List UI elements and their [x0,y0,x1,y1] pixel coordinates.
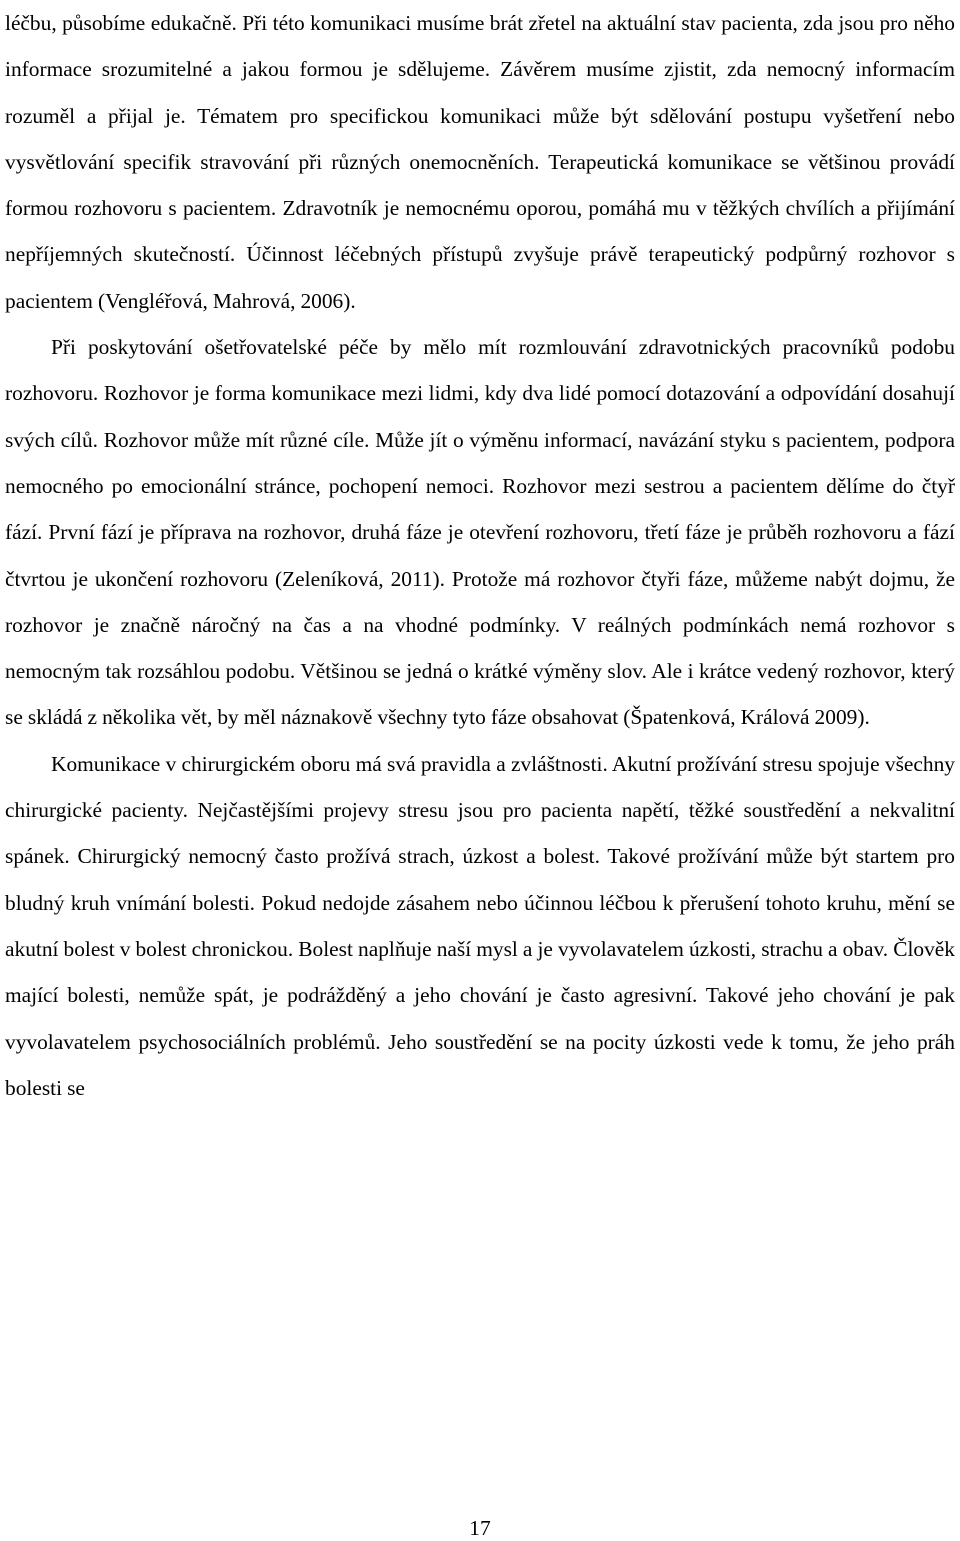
paragraph-rozhovor: Při poskytování ošetřovatelské péče by mělo mít rozmlouvání zdravotnických pracovníků podobu rozhovoru. Rozhovor je forma komunikace mezi lidmi, kdy dva lidé pomocí dotazování a odpovídání dosahují svých cílů. Rozhovor může mít různé cíle. Může jít o výměnu informací, navázání styku s pacientem, podpora nemocného po emocionální stránce, pochopení nemoci. Rozhovor mezi sestrou a pacientem dělíme do čtyř fází. První fází je příprava na rozhovor, druhá fáze je otevření rozhovoru, třetí fáze je průběh rozhovoru a fází čtvrtou je ukončení rozhovoru (Zeleníková, 2011). Protože má rozhovor čtyři fáze, můžeme nabýt dojmu, že rozhovor je značně náročný na čas a na vhodné podmínky. V reálných podmínkách nemá rozhovor s nemocným tak rozsáhlou podobu. Většinou se jedná o krátké výměny slov. Ale i krátce vedený rozhovor, který se skládá z několika vět, by měl náznakově všechny tyto fáze obsahovat (Špatenková, Králová 2009). [5,335,955,730]
page-number: 17 [469,1516,491,1540]
body-text [5,0,955,1111]
paragraph-chirurgie: Komunikace v chirurgickém oboru má svá pravidla a zvláštnosti. Akutní prožívání stresu spojuje všechny chirurgické pacienty. Nejčastějšími projevy stresu jsou pro pacienta napětí, těžké soustředění a nekvalitní spánek. Chirurgický nemocný často prožívá strach, úzkost a bolest. Takové prožívání může být startem pro bludný kruh vnímání bolesti. Pokud nedojde zásahem nebo účinnou léčbou k přerušení tohoto kruhu, mění se akutní bolest v bolest chronickou. Bolest naplňuje naší mysl a je vyvolavatelem úzkosti, strachu a obav. Člověk mající bolesti, nemůže spát, je podrážděný a jeho chování je často agresivní. Takové jeho chování je pak vyvolavatelem psychosociálních problémů. Jeho soustředění se na pocity úzkosti vede k tomu, že jeho práh bolesti se [5,751,955,1100]
paragraph-continuation: léčbu, působíme edukačně. Při této komunikaci musíme brát zřetel na aktuální stav pacienta, zda jsou pro něho informace srozumitelné a jakou formou je sdělujeme. Závěrem musíme zjistit, zda nemocný informacím rozuměl a přijal je. Tématem pro specifickou komunikaci může být sdělování postupu vyšetření nebo vysvětlování specifik stravování při různých onemocněních. Terapeutická komunikace se většinou provádí formou rozhovoru s pacientem. Zdravotník je nemocnému oporou, pomáhá mu v těžkých chvílích a přijímání nepříjemných skutečností. Účinnost léčebných přístupů zvyšuje právě terapeutický podpůrný rozhovor s pacientem (Vengléřová, Mahrová, 2006). [5,11,955,313]
